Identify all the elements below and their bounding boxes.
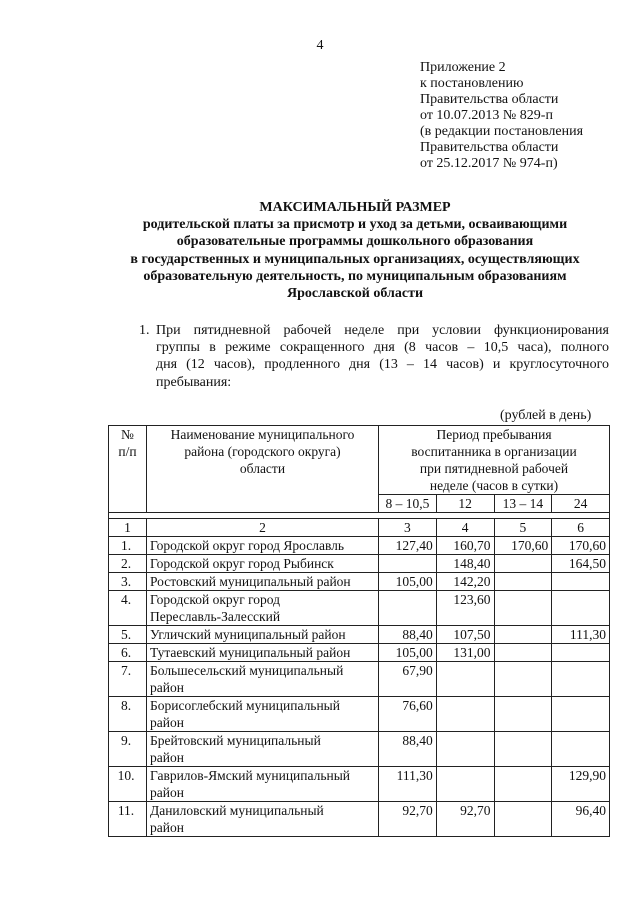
table-row <box>109 802 610 837</box>
fee-value <box>379 591 437 626</box>
fee-value <box>552 732 610 767</box>
fee-value <box>436 767 494 802</box>
district-name <box>147 591 379 626</box>
document-title <box>80 199 630 302</box>
district-name-line: район <box>150 715 184 730</box>
row-number: 4. <box>109 591 147 626</box>
district-name <box>147 732 379 767</box>
header-period-line: неделе (часов в сутки) <box>429 478 559 493</box>
header-period-col: 13 – 14 <box>494 495 552 513</box>
fee-value: 107,50 <box>436 626 494 644</box>
district-name <box>147 802 379 837</box>
fee-value: 131,00 <box>436 644 494 662</box>
district-name <box>147 573 379 591</box>
clause-1 <box>139 322 609 391</box>
appendix-line: Правительства области <box>420 140 559 155</box>
appendix-line: (в редакции постановления <box>420 124 584 139</box>
table-row <box>109 767 610 802</box>
fee-value <box>552 591 610 626</box>
district-name-line: Городской округ город Рыбинск <box>150 556 334 571</box>
fee-value <box>436 697 494 732</box>
fee-value: 160,70 <box>436 537 494 555</box>
fee-value: 105,00 <box>379 573 437 591</box>
clause-line: группы в режиме сокращенного дня (8 часов – 10,5 часа), полного <box>156 340 609 356</box>
fee-value: 88,40 <box>379 732 437 767</box>
unit-note: (рублей в день) <box>500 408 592 423</box>
row-number: 1. <box>109 537 147 555</box>
table-row <box>109 644 610 662</box>
district-name <box>147 644 379 662</box>
fee-value <box>552 662 610 697</box>
fee-value <box>379 555 437 573</box>
header-period <box>379 426 610 495</box>
district-name <box>147 767 379 802</box>
table-row <box>109 662 610 697</box>
fee-value: 164,50 <box>552 555 610 573</box>
fee-value <box>436 662 494 697</box>
fee-value: 129,90 <box>552 767 610 802</box>
column-number: 3 <box>379 519 437 537</box>
table-row <box>109 573 610 591</box>
clause-line: дня (12 часов), продленного дня (13 – 14 часов) и круглосуточного <box>156 357 609 373</box>
appendix-note <box>420 60 583 172</box>
clause-text <box>156 322 609 391</box>
district-name-line: район <box>150 750 184 765</box>
fee-value: 92,70 <box>379 802 437 837</box>
fee-value <box>436 732 494 767</box>
district-name-line: Ростовский муниципальный район <box>150 574 351 589</box>
fee-value <box>494 555 552 573</box>
fee-value <box>552 697 610 732</box>
district-name <box>147 626 379 644</box>
row-number: 9. <box>109 732 147 767</box>
header-number-line: п/п <box>118 444 137 459</box>
district-name <box>147 697 379 732</box>
fee-table <box>108 425 610 837</box>
title-line: образовательную деятельность, по муниципальным образованиям <box>143 268 567 284</box>
header-period-line: при пятидневной рабочей <box>419 461 569 476</box>
fee-value: 96,40 <box>552 802 610 837</box>
row-number: 11. <box>109 802 147 837</box>
fee-value <box>494 573 552 591</box>
row-number: 2. <box>109 555 147 573</box>
district-name-line: Даниловский муниципальный <box>150 803 324 818</box>
row-number: 5. <box>109 626 147 644</box>
header-period-line: воспитанника в организации <box>411 444 577 459</box>
district-name-line: Большесельский муниципальный <box>150 663 344 678</box>
header-name-line: Наименование муниципального <box>170 427 355 442</box>
column-number: 6 <box>552 519 610 537</box>
fee-value: 111,30 <box>552 626 610 644</box>
header-number-line: № <box>121 427 134 442</box>
title-line: образовательные программы дошкольного образования <box>176 234 534 250</box>
row-number: 10. <box>109 767 147 802</box>
fee-value: 170,60 <box>552 537 610 555</box>
district-name-line: Переславль-Залесский <box>150 609 281 624</box>
district-name <box>147 537 379 555</box>
fee-value <box>552 573 610 591</box>
fee-value <box>552 644 610 662</box>
district-name-line: Брейтовский муниципальный <box>150 733 321 748</box>
district-name-line: Борисоглебский муниципальный <box>150 698 340 713</box>
district-name <box>147 555 379 573</box>
row-number: 7. <box>109 662 147 697</box>
district-name-line: Городской округ город Ярославль <box>150 538 345 553</box>
fee-value <box>494 697 552 732</box>
table-row <box>109 626 610 644</box>
fee-value <box>494 626 552 644</box>
header-period-col: 8 – 10,5 <box>379 495 437 513</box>
fee-value: 127,40 <box>379 537 437 555</box>
fee-table-body <box>109 537 610 837</box>
header-name-line: района (городского округа) <box>184 444 341 459</box>
title-line: в государственных и муниципальных организациях, осуществляющих <box>130 251 580 267</box>
title-line: родительской платы за присмотр и уход за детьми, осваивающими <box>142 217 568 233</box>
column-number: 1 <box>109 519 147 537</box>
header-number <box>109 426 147 513</box>
column-number: 2 <box>147 519 379 537</box>
district-name-line: Городской округ город <box>150 592 281 607</box>
fee-value: 142,20 <box>436 573 494 591</box>
row-number: 3. <box>109 573 147 591</box>
table-row <box>109 537 610 555</box>
header-name <box>147 426 379 513</box>
appendix-line: от 25.12.2017 № 974-п) <box>420 156 558 171</box>
row-number: 8. <box>109 697 147 732</box>
fee-value: 67,90 <box>379 662 437 697</box>
fee-value: 92,70 <box>436 802 494 837</box>
clause-number: 1. <box>139 323 150 338</box>
page-number: 4 <box>316 38 324 53</box>
fee-value: 105,00 <box>379 644 437 662</box>
header-period-col: 24 <box>552 495 610 513</box>
fee-value <box>494 802 552 837</box>
appendix-line: к постановлению <box>420 76 524 91</box>
fee-value: 123,60 <box>436 591 494 626</box>
fee-value: 88,40 <box>379 626 437 644</box>
clause-line: пребывания: <box>156 374 232 390</box>
table-row <box>109 591 610 626</box>
appendix-line: Приложение 2 <box>420 60 506 75</box>
table-row <box>109 555 610 573</box>
district-name <box>147 662 379 697</box>
fee-value: 148,40 <box>436 555 494 573</box>
appendix-line: Правительства области <box>420 92 559 107</box>
column-number: 4 <box>436 519 494 537</box>
district-name-line: район <box>150 820 184 835</box>
fee-value <box>494 644 552 662</box>
district-name-line: Гаврилов-Ямский муниципальный <box>150 768 351 783</box>
header-period-line: Период пребывания <box>436 427 552 442</box>
fee-value: 170,60 <box>494 537 552 555</box>
district-name-line: район <box>150 785 184 800</box>
table-row <box>109 697 610 732</box>
fee-value <box>494 732 552 767</box>
row-number: 6. <box>109 644 147 662</box>
fee-value <box>494 591 552 626</box>
clause-line: При пятидневной рабочей неделе при условии функционирования <box>156 323 609 338</box>
district-name-line: район <box>150 680 184 695</box>
title-line: Ярославской области <box>286 286 424 302</box>
fee-value <box>494 662 552 697</box>
appendix-line: от 10.07.2013 № 829-п <box>420 108 553 123</box>
table-row <box>109 732 610 767</box>
header-name-line: области <box>239 461 286 476</box>
district-name-line: Угличский муниципальный район <box>150 627 346 642</box>
fee-value <box>494 767 552 802</box>
column-number: 5 <box>494 519 552 537</box>
district-name-line: Тутаевский муниципальный район <box>150 645 351 660</box>
header-period-col: 12 <box>436 495 494 513</box>
fee-value: 76,60 <box>379 697 437 732</box>
title-main: МАКСИМАЛЬНЫЙ РАЗМЕР <box>259 200 451 215</box>
fee-value: 111,30 <box>379 767 437 802</box>
